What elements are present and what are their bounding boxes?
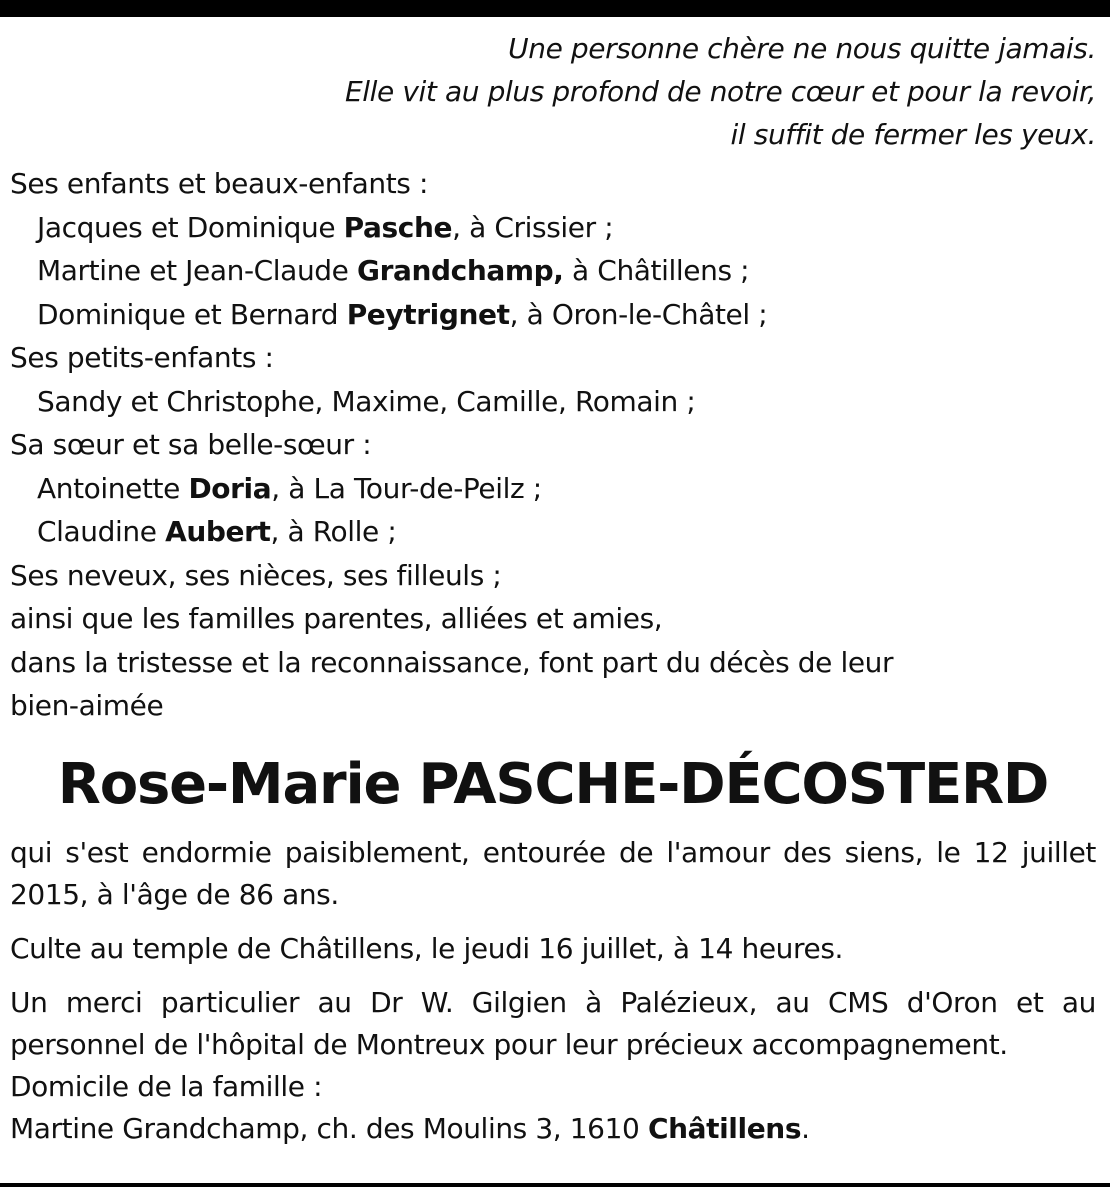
family-surname: Pasche	[343, 210, 453, 244]
others-line: bien-aimée	[10, 689, 164, 722]
grandchildren-names: Sandy et Christophe, Maxime, Camille, Romain ;	[37, 384, 696, 418]
others-line: dans la tristesse et la reconnaissance, font part du décès de leur	[10, 645, 894, 679]
family-entry: Jacques et Dominique Pasche, à Crissier ;	[37, 210, 614, 244]
family-surname: Aubert	[165, 515, 271, 548]
children-heading: Ses enfants et beaux-enfants :	[10, 167, 429, 200]
others-line: ainsi que les familles parentes, alliées et amies,	[10, 602, 663, 635]
family-entry: Antoinette Doria, à La Tour-de-Peilz ;	[37, 471, 542, 505]
grandchildren-heading: Ses petits-enfants :	[10, 341, 274, 374]
deceased-name: Rose-Marie PASCHE-DÉCOSTERD	[57, 751, 1049, 817]
domicile-town: Châtillens	[647, 1111, 802, 1145]
epigraph-line: il suffit de fermer les yeux.	[730, 118, 1096, 151]
bottom-rule	[0, 1183, 1110, 1187]
domicile-address: Martine Grandchamp, ch. des Moulins 3, 1610 Châtillens.	[10, 1111, 810, 1145]
top-rule	[0, 0, 1110, 17]
epigraph-line: Une personne chère ne nous quitte jamais.	[508, 32, 1096, 65]
family-surname: Peytrignet	[346, 297, 510, 331]
family-surname: Grandchamp,	[357, 254, 564, 287]
siblings-heading: Sa sœur et sa belle-sœur :	[10, 428, 372, 461]
death-notice: qui s'est endormie paisiblement, entourée de l'amour des siens, le 12 juillet 2015, à l'âge de 86 ans.	[10, 835, 1096, 911]
epigraph	[10, 27, 1096, 156]
family-entry: Dominique et Bernard Peytrignet, à Oron-le-Châtel ;	[37, 297, 768, 331]
thanks-note: Un merci particulier au Dr W. Gilgien à Palézieux, au CMS d'Oron et au personnel de l'hôpital de Montreux pour leur précieux accompagnement.	[10, 985, 1096, 1061]
family-entry: Claudine Aubert, à Rolle ;	[37, 515, 397, 548]
others-line: Ses neveux, ses nièces, ses filleuls ;	[10, 558, 502, 592]
obituary-notice	[10, 27, 1096, 1150]
domicile-heading: Domicile de la famille :	[10, 1069, 323, 1103]
service-info: Culte au temple de Châtillens, le jeudi 16 juillet, à 14 heures.	[10, 931, 844, 965]
family-surname: Doria	[188, 471, 272, 505]
epigraph-line: Elle vit au plus profond de notre cœur et pour la revoir,	[344, 75, 1096, 108]
family-entry: Martine et Jean-Claude Grandchamp, à Châtillens ;	[37, 254, 750, 287]
